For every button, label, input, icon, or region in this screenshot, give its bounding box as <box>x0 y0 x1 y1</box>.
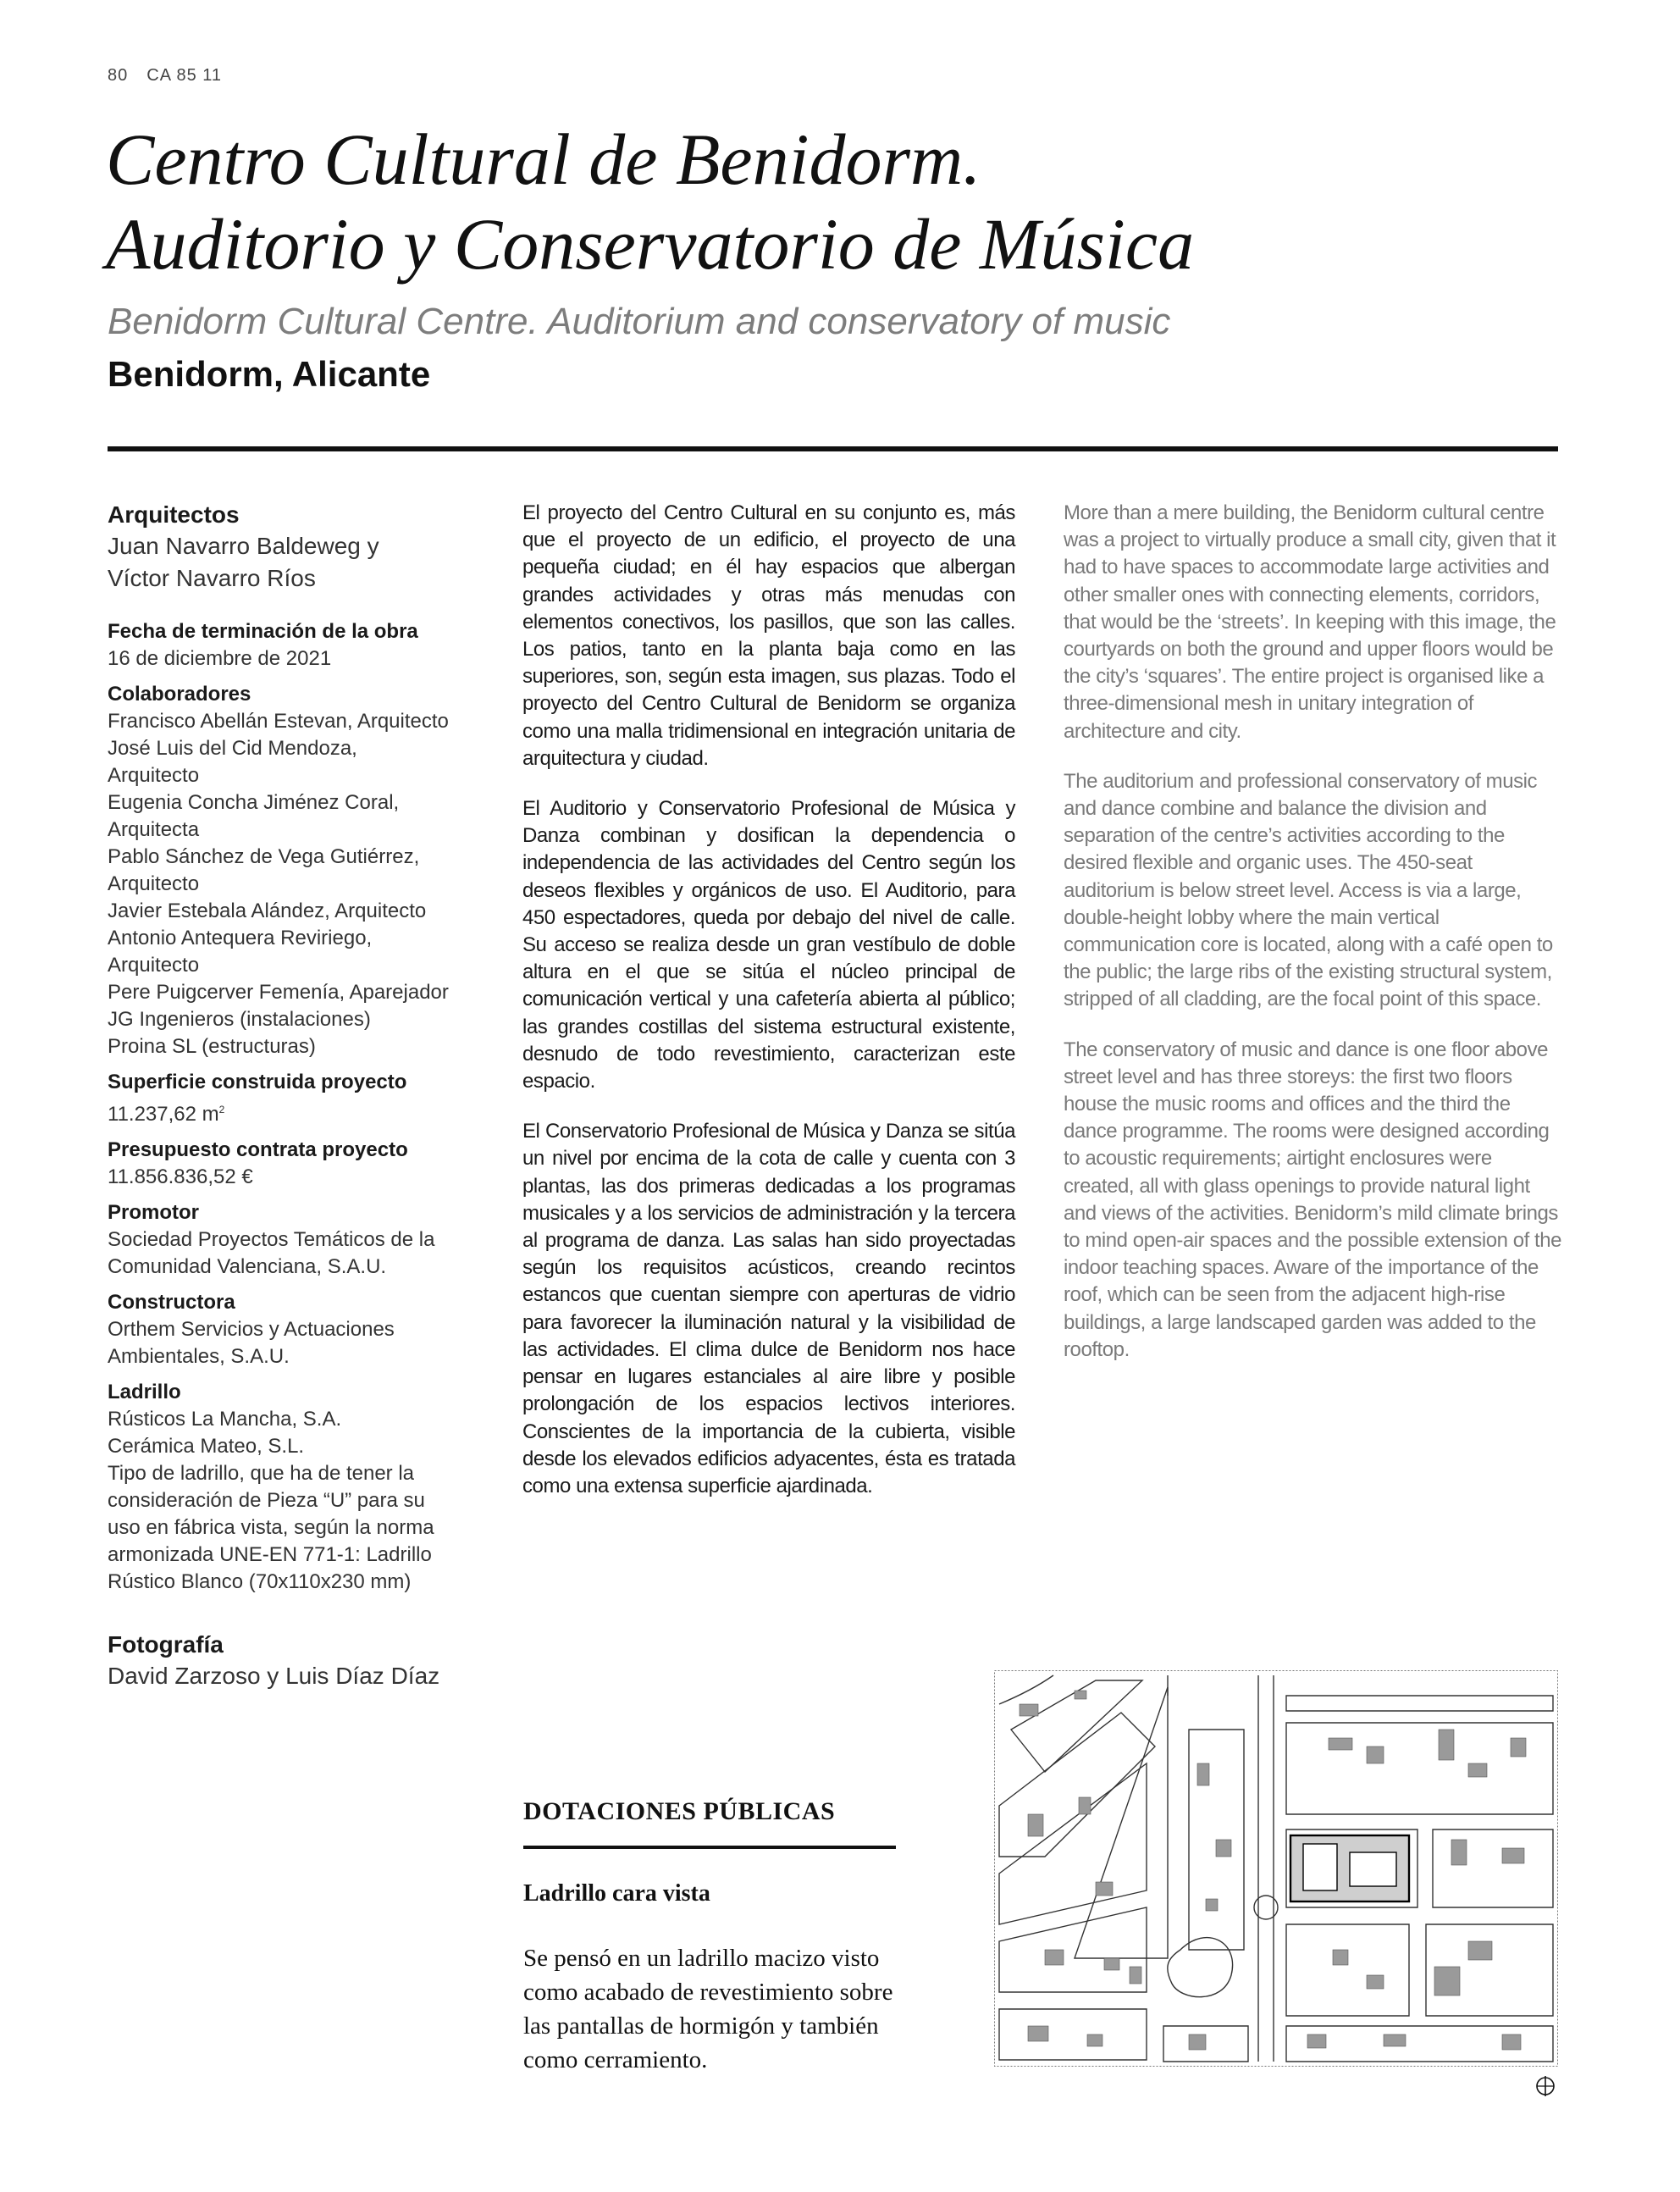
collaborator-line: JG Ingenieros (instalaciones) <box>108 1008 371 1031</box>
collaborator-line: Arquitecto <box>108 764 200 787</box>
sidebar-divider <box>523 1846 896 1849</box>
photography-credit: David Zarzoso y Luis Díaz Díaz <box>108 1663 440 1689</box>
promoter-line: Comunidad Valenciana, S.A.U. <box>108 1255 387 1278</box>
collaborators-label: Colaboradores <box>108 683 251 706</box>
site-plan-map <box>994 1670 1558 2067</box>
english-paragraph: The conservatory of music and dance is one floor above street level and has three storeys: the first two floors house the music rooms and offices and the third the dance programme. The rooms were designed according to acoustic requirements; airtight enclosures were created, all with glass openings to provide natural light and views of the activities. Benidorm’s mild climate brings to mind open-air spaces and the possible extension of the indoor teaching spaces. Aware of the importance of the roof, which can be seen from the adjacent high-rise buildings, a large landscaped garden was added to the rooftop. <box>1064 1038 1562 1361</box>
brick-line: consideración de Pieza “U” para su <box>108 1489 425 1512</box>
location: Benidorm, Alicante <box>108 354 431 394</box>
architects-label: Arquitectos <box>108 501 240 528</box>
english-text-column <box>1064 500 1563 1387</box>
brick-line: Rústico Blanco (70x110x230 mm) <box>108 1570 412 1593</box>
builder-line: Ambientales, S.A.U. <box>108 1345 290 1368</box>
collaborator-line: Javier Estebala Alández, Arquitecto <box>108 899 427 922</box>
spanish-paragraph: El Conservatorio Profesional de Música y Danza se sitúa un nivel por encima de la cota de calle y cuenta con 3 plantas, las dos primeras dedicadas a los programas musicales y a los servicios de administración y la tercera al programa de danza. Las salas han sido proyectadas según los requisitos acústicos, creando recintos estancos que cuentan siempre con aperturas de vidrio para favorecer la iluminación natural y la visibilidad de las actividades. El clima dulce de Benidorm nos hace pensar en lugares estanciales al aire libre y posible prolongación de los espacios lectivos interiores. Conscientes de la importancia de la cubierta, visible desde los elevados edificios adyacentes, ésta es tratada como una extensa superficie ajardinada. <box>522 1120 1015 1497</box>
collaborator-line: Pablo Sánchez de Vega Gutiérrez, <box>108 845 420 868</box>
sidebar-body: Se pensó en un ladrillo macizo visto como acabado de revestimiento sobre las pantallas de hormigón y también como cerramiento. <box>523 1945 893 2073</box>
collaborator-line: Arquitecto <box>108 954 200 977</box>
collaborator-line: Francisco Abellán Estevan, Arquitecto <box>108 710 449 733</box>
area-value <box>108 1096 493 1128</box>
article-title <box>106 117 1596 286</box>
brick-line: Cerámica Mateo, S.L. <box>108 1435 305 1458</box>
builder-line: Orthem Servicios y Actuaciones <box>108 1318 395 1341</box>
english-subtitle: Benidorm Cultural Centre. Auditorium and conservatory of music <box>108 301 1171 342</box>
english-paragraph: More than a mere building, the Benidorm cultural centre was a project to virtually produce a small city, given that it had to have spaces to accommodate large activities and other smaller ones with connecting elements, corridors, that would be the ‘streets’. In keeping with this image, the courtyards on both the ground and upper floors would be the city’s ‘squares’. The entire project is organised like a three-dimensional mesh in unitary integration of architecture and city. <box>1064 501 1556 743</box>
spanish-text-column <box>522 500 1015 1523</box>
title-line-2: Auditorio y Conservatorio de Música <box>106 203 1195 285</box>
collaborator-line: Arquitecto <box>108 872 200 895</box>
brick-label: Ladrillo <box>108 1381 181 1403</box>
header-divider <box>108 446 1558 451</box>
page-folio <box>108 66 240 86</box>
collaborator-line: Eugenia Concha Jiménez Coral, <box>108 791 400 814</box>
builder-label: Constructora <box>108 1291 235 1314</box>
brick-line: Rústicos La Mancha, S.A. <box>108 1408 342 1431</box>
completion-label: Fecha de terminación de la obra <box>108 620 418 643</box>
spanish-paragraph: El proyecto del Centro Cultural en su conjunto es, más que el proyecto de un edificio, el proyecto de una pequeña ciudad; en él hay espacios que albergan grandes actividades y otras más menudas con elementos conectivos, los pasillos, que son las calles. Los patios, tanto en la planta baja como en las superiores, son, según esta imagen, sus plazas. Todo el proyecto del Centro Cultural de Benidorm se organiza como una malla tridimensional en integración unitaria de arquitectura y ciudad. <box>522 501 1015 770</box>
architects-line: Víctor Navarro Ríos <box>108 565 316 591</box>
project-building-footprint <box>1290 1835 1409 1901</box>
sidebar-heading: DOTACIONES PÚBLICAS <box>523 1797 836 1825</box>
area-label: Superficie construida proyecto <box>108 1071 407 1093</box>
sidebar-subheading: Ladrillo cara vista <box>523 1880 710 1907</box>
collaborator-line: Antonio Antequera Reviriego, <box>108 927 373 949</box>
promoter-line: Sociedad Proyectos Temáticos de la <box>108 1228 435 1251</box>
collaborator-line: Proina SL (estructuras) <box>108 1035 316 1058</box>
completion-date: 16 de diciembre de 2021 <box>108 647 332 670</box>
issue-code: CA 85 11 <box>146 66 223 85</box>
budget-value: 11.856.836,52 € <box>108 1165 253 1188</box>
credits-column <box>108 500 493 1692</box>
map-frame <box>995 1671 1558 2067</box>
architects-line: Juan Navarro Baldeweg y <box>108 533 379 559</box>
collaborator-line: Arquitecta <box>108 818 200 841</box>
photography-label: Fotografía <box>108 1631 224 1658</box>
collaborator-line: José Luis del Cid Mendoza, <box>108 737 357 760</box>
brick-line: Tipo de ladrillo, que ha de tener la <box>108 1462 415 1485</box>
north-arrow-icon <box>1534 2075 1556 2097</box>
english-paragraph: The auditorium and professional conservatory of music and dance combine and balance the division and separation of the centre’s activities according to the desired flexible and organic uses. The 450-seat auditorium is below street level. Access is via a large, double-height lobby where the main vertical communication core is located, along with a café open to the public; the large ribs of the existing structural system, stripped of all cladding, are the focal point of this space. <box>1064 769 1553 1011</box>
brick-line: armonizada UNE-EN 771-1: Ladrillo <box>108 1543 432 1566</box>
promoter-label: Promotor <box>108 1201 199 1224</box>
area-unit-superscript: 2 <box>218 1104 225 1115</box>
brick-line: uso en fábrica vista, según la norma <box>108 1516 434 1539</box>
collaborator-line: Pere Puigcerver Femenía, Aparejador <box>108 981 449 1004</box>
page-number: 80 <box>108 66 129 85</box>
area-number: 11.237,62 m <box>108 1103 219 1126</box>
title-line-1: Centro Cultural de Benidorm. <box>106 119 981 200</box>
budget-label: Presupuesto contrata proyecto <box>108 1138 408 1161</box>
spanish-paragraph: El Auditorio y Conservatorio Profesional de Música y Danza combinan y dosifican la dependencia o independencia de las actividades del Centro según los deseos flexibles y orgánicos de uso. El Auditorio, para 450 espectadores, queda por debajo del nivel de calle. Su acceso se realiza desde un gran vestíbulo de doble altura en el que se sitúa el núcleo principal de comunicación vertical y una cafetería abierta al público; las grandes costillas del sistema estructural existente, desnudo de todo revestimiento, caracterizan este espacio. <box>522 797 1015 1093</box>
